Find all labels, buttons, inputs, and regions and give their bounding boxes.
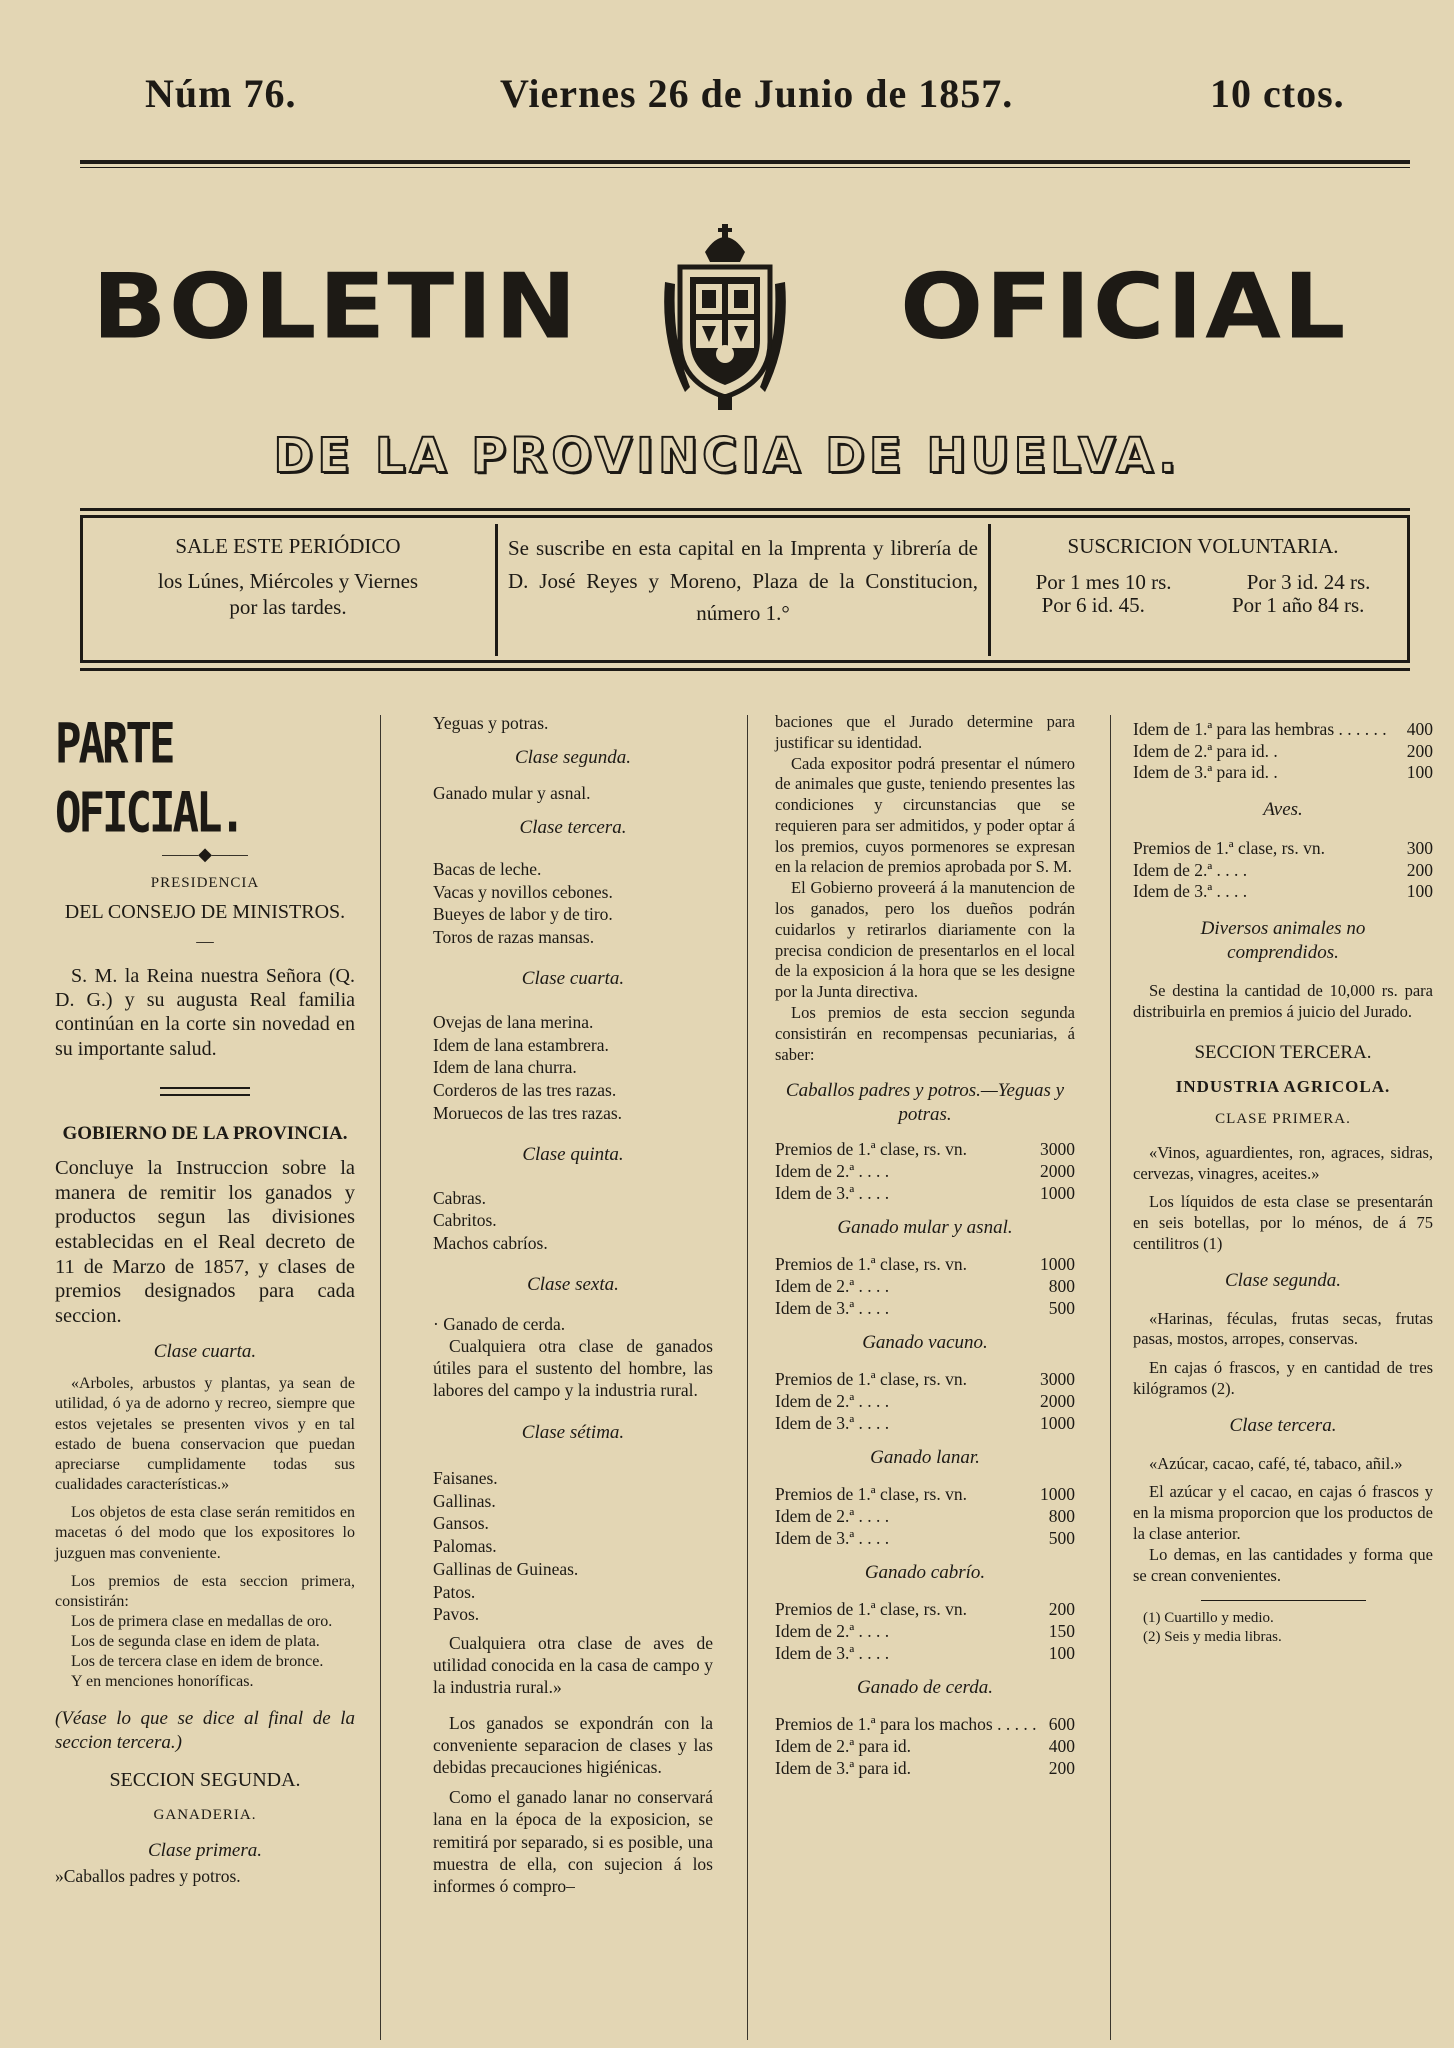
prize-amount: 500 (1048, 1527, 1075, 1548)
azucar-list-paragraph: «Azúcar, cacao, café, té, tabaco, añil.» (1149, 1453, 1403, 1473)
mular-prize-table (775, 1254, 1075, 1319)
prize-amount: 100 (1048, 1642, 1075, 1663)
list-item: Patos. (433, 1581, 476, 1602)
gobierno-heading: GOBIERNO DE LA PROVINCIA. (62, 1123, 348, 1145)
diversos-paragraph: Se destina la cantidad de 10,000 rs. para distribuirla en premios á juicio del Jurado. (1133, 980, 1433, 1021)
table-row (775, 1369, 1075, 1391)
cabrio-prize-table (775, 1599, 1075, 1664)
seccion-segunda-heading: SECCION SEGUNDA. (109, 1769, 301, 1792)
presidencia-heading: PRESIDENCIA (150, 874, 260, 891)
price-1-year: Por 1 año 84 rs. (1232, 593, 1365, 618)
caballos-line: »Caballos padres y potros. (55, 1865, 241, 1886)
yeguas-line: Yeguas y potras. (433, 713, 549, 733)
diversos-heading: Diversos animales no comprendidos. (1200, 918, 1366, 963)
footnote-rule (1201, 1600, 1366, 1601)
comprobaciones-paragraph: baciones que el Jurado determine para justificar su identidad. (775, 712, 1075, 752)
short-divider: — (196, 930, 214, 951)
column-separator (1110, 715, 1111, 2040)
demas-paragraph: Lo demas, en las cantidades y forma que se crean convenientes. (1133, 1544, 1433, 1585)
prize-label: Premios de 1.ª clase, rs. vn. (775, 1369, 967, 1390)
list-item: Corderos de las tres razas. (433, 1080, 617, 1101)
list-item: Idem de lana estambrera. (433, 1034, 609, 1055)
prize-amount: 150 (1048, 1620, 1075, 1641)
objetos-paragraph: Los objetos de esta clase serán remitidos en macetas ó del modo que los expositores lo juzguen mas conveniente. (55, 1504, 355, 1562)
info-separator (988, 524, 991, 656)
prize-amount: 200 (1048, 1599, 1075, 1620)
hembras-prize-table (1133, 719, 1433, 784)
clase-setima-list (433, 1467, 713, 1626)
list-item: Faisanes. (433, 1467, 498, 1488)
issue-price: 10 ctos. (1210, 71, 1345, 116)
list-item: Gansos. (433, 1513, 489, 1534)
prize-label: Idem de 2.ª . . . . (775, 1160, 890, 1181)
clase-quinta-list (433, 1187, 713, 1255)
prize-label: Idem de 2.ª . . . . (1133, 859, 1248, 880)
info-subscription-prices (998, 518, 1408, 660)
vinos-paragraph: «Vinos, aguardientes, ron, agraces, sidras, cervezas, vinagres, aceites.» (1133, 1142, 1433, 1183)
prize-amount: 600 (1048, 1714, 1075, 1735)
clase-primera-heading: Clase primera. (148, 1839, 262, 1861)
table-row (775, 1621, 1075, 1643)
info-publication (83, 518, 493, 660)
column-2 (433, 712, 713, 1905)
table-row (775, 1161, 1075, 1183)
footnote-2: (2) Seis y media libras. (1143, 1629, 1282, 1646)
prize-label: Idem de 1.ª para las hembras . . . . . . (1133, 719, 1387, 739)
list-item: Palomas. (433, 1536, 497, 1557)
table-row (775, 1139, 1075, 1161)
prize-label: Idem de 2.ª para id. (775, 1735, 912, 1756)
clase-segunda-heading: Clase segunda. (514, 747, 632, 769)
prize-label: Premios de 1.ª clase, rs. vn. (775, 1484, 967, 1505)
lanar-prize-table (775, 1484, 1075, 1549)
vease-note: (Véase lo que se dice al final de la seccion tercera.) (55, 1707, 355, 1753)
footnote-1: (1) Cuartillo y medio. (1143, 1610, 1274, 1627)
cerda-line: · Ganado de cerda. (433, 1313, 566, 1334)
prize-label: Idem de 3.ª . . . . (1133, 881, 1248, 902)
clase-tercera-list (433, 858, 713, 949)
prize-label: Idem de 3.ª para id. (775, 1757, 912, 1778)
prize-amount: 300 (1406, 838, 1433, 858)
table-row (775, 1528, 1075, 1550)
prize-amount: 1000 (1040, 1412, 1075, 1433)
table-row (775, 1758, 1075, 1780)
clase-cuarta-list (433, 1011, 713, 1125)
coat-of-arms-icon (660, 222, 790, 412)
table-row (775, 1643, 1075, 1665)
list-item: Ovejas de lana merina. (433, 1011, 594, 1032)
issue-date: Viernes 26 de Junio de 1857. (500, 71, 1014, 116)
list-item: Toros de razas mansas. (433, 927, 595, 948)
issue-number: Núm 76. (145, 71, 297, 116)
prize-amount: 1000 (1040, 1182, 1075, 1203)
prize-amount: 400 (1048, 1735, 1075, 1756)
prize-label: Idem de 2.ª . . . . (775, 1505, 890, 1526)
otra-clase-paragraph: Cualquiera otra clase de ganados útiles para el sustento del hombre, las labores del campo y la industria rural. (433, 1335, 713, 1400)
caballos-heading: Caballos padres y potros.—Yeguas y potras. (785, 1080, 1065, 1126)
table-row (1133, 762, 1433, 784)
list-item: Moruecos de las tres razas. (433, 1102, 623, 1123)
table-row (775, 1506, 1075, 1528)
prize-amount: 400 (1406, 719, 1433, 739)
table-row (775, 1276, 1075, 1298)
table-row (775, 1484, 1075, 1506)
column-4 (1133, 715, 1433, 1647)
price-row (998, 594, 1408, 617)
masthead-title-right: OFICIAL (900, 254, 1348, 360)
prize-amount: 3000 (1040, 1369, 1075, 1390)
prize-label: Idem de 3.ª para id. . (1133, 762, 1278, 783)
masthead-title-left: BOLETIN (92, 254, 579, 360)
prize-amount: 3000 (1040, 1139, 1075, 1160)
cabrio-heading: Ganado cabrío. (864, 1562, 986, 1584)
ganaderia-heading: GANADERIA. (153, 1806, 257, 1823)
info-publication-title: SALE ESTE PERIÓDICO (175, 534, 401, 558)
prize-label: Idem de 3.ª . . . . (775, 1527, 890, 1548)
table-row (775, 1391, 1075, 1413)
info-top-rule (80, 508, 1410, 511)
caballos-prize-table (775, 1139, 1075, 1204)
harinas-paragraph: «Harinas, féculas, frutas secas, frutas pasas, mostos, arropes, conservas. (1133, 1308, 1433, 1349)
column-separator (747, 715, 748, 2040)
list-item: Cabritos. (433, 1210, 497, 1231)
clase-tercera-heading: Clase tercera. (519, 817, 627, 839)
list-item: Pavos. (433, 1604, 480, 1625)
info-bottom-rule (80, 668, 1410, 671)
list-item: Cabras. (433, 1187, 486, 1208)
table-row (1133, 741, 1433, 763)
header-rule (80, 160, 1410, 164)
prize-amount: 2000 (1040, 1160, 1075, 1181)
cerda-prize-table (775, 1714, 1075, 1779)
clase-sexta-heading: Clase sexta. (527, 1273, 619, 1295)
prize-amount: 2000 (1040, 1390, 1075, 1411)
prize-amount: 100 (1406, 881, 1433, 902)
premios-paragraph: Los premios de esta seccion primera, consistirán: (55, 1572, 355, 1610)
info-publication-days: los Lúnes, Miércoles y Viernes por las tardes. (157, 569, 419, 619)
prize-amount: 800 (1048, 1505, 1075, 1526)
table-row (1133, 860, 1433, 882)
lanar-heading: Ganado lanar. (870, 1447, 980, 1469)
prize-label: Premios de 1.ª clase, rs. vn. (775, 1254, 967, 1275)
prize-label: Idem de 2.ª para id. . (1133, 740, 1278, 761)
industria-heading: INDUSTRIA AGRICOLA. (1175, 1077, 1391, 1097)
prize-label: Idem de 3.ª . . . . (775, 1642, 890, 1663)
prize-label: Premios de 1.ª clase, rs. vn. (775, 1139, 967, 1160)
clase-segunda-heading: Clase segunda. (1224, 1269, 1342, 1291)
masthead-subtitle: DE LA PROVINCIA DE HUELVA. (273, 428, 1181, 484)
aves-heading: Aves. (1263, 799, 1303, 821)
premio-segunda: Los de segunda clase en idem de plata. (71, 1633, 320, 1651)
list-item: Idem de lana churra. (433, 1057, 577, 1078)
section-divider (160, 1087, 250, 1096)
info-box (80, 515, 1410, 663)
table-row (775, 1599, 1075, 1621)
gobierno-paragraph: El Gobierno proveerá á la manutencion de los ganados, pero los dueños podrán cuidarlos y retirarlos diariamente con la precisa condicion de presentarlos en el local de la exposicion á la hora que se les designe por la Junta directiva. (775, 878, 1075, 1002)
aves-otra-paragraph: Cualquiera otra clase de aves de utilidad conocida en la casa de campo y la industria rural.» (433, 1633, 713, 1698)
cajas-paragraph: En cajas ó frascos, y en cantidad de tres kilógramos (2). (1133, 1358, 1433, 1398)
prize-label: Idem de 3.ª . . . . (775, 1297, 890, 1318)
header-rule-thin (80, 167, 1410, 168)
prize-amount: 200 (1406, 859, 1433, 880)
arboles-paragraph: «Arboles, arbustos y plantas, ya sean de utilidad, ó ya de adorno y recreo, siempre que estos vejetales se presenten vivos y en tal estado de buena conservacion que puedan apreciarse cumplidamente todas sus cualidades características.» (55, 1375, 355, 1494)
prize-amount: 800 (1048, 1275, 1075, 1296)
table-row (1133, 881, 1433, 903)
column-1 (55, 700, 355, 1887)
info-prices-title: SUSCRICION VOLUNTARIA. (1067, 534, 1339, 558)
clase-cuarta-heading: Clase cuarta. (521, 967, 625, 989)
table-row (775, 1714, 1075, 1736)
table-row (1133, 719, 1433, 741)
premios-segunda-paragraph: Los premios de esta seccion segunda consistirán en recompensas pecuniarias, á saber: (775, 1002, 1075, 1064)
premio-menciones: Y en menciones honoríficas. (71, 1673, 254, 1691)
list-item: Gallinas de Guineas. (433, 1558, 579, 1579)
prize-amount: 200 (1406, 740, 1433, 761)
table-row (775, 1298, 1075, 1320)
expositor-paragraph: Cada expositor podrá presentar el número de animales que guste, teniendo presentes las condiciones y circunstancias que se requieren para ser admitidos, y poder optar á los premios, cuyos pormenores se expresan en la relacion de premios aprobada por S. M. (775, 753, 1075, 877)
prize-amount: 100 (1406, 762, 1433, 783)
ganados-paragraph: Los ganados se expondrán con la conveniente separacion de clases y las debidas precauciones higiénicas. (433, 1713, 713, 1778)
clase-quinta-heading: Clase quinta. (522, 1143, 624, 1165)
mular-heading: Ganado mular y asnal. (837, 1217, 1013, 1239)
clase-tercera-heading: Clase tercera. (1229, 1414, 1337, 1436)
list-item: Bacas de leche. (433, 858, 542, 879)
prize-label: Idem de 3.ª . . . . (775, 1412, 890, 1433)
info-separator (495, 524, 498, 656)
liquidos-paragraph: Los líquidos de esta clase se presentarán en seis botellas, por lo ménos, de á 75 centilitros (1) (1133, 1192, 1433, 1253)
table-row (775, 1413, 1075, 1435)
table-row (775, 1254, 1075, 1276)
list-item: Machos cabríos. (433, 1233, 548, 1254)
column-3 (775, 712, 1075, 1789)
prize-label: Premios de 1.ª clase, rs. vn. (775, 1599, 967, 1620)
prize-label: Premios de 1.ª para los machos . . . . . (775, 1714, 1037, 1735)
ornament-divider: ——◆—— (162, 843, 248, 864)
price-1-month: Por 1 mes 10 rs. (1035, 570, 1172, 595)
prize-label: Idem de 2.ª . . . . (775, 1390, 890, 1411)
prize-amount: 1000 (1040, 1484, 1075, 1505)
premio-primera: Los de primera clase en medallas de oro. (71, 1612, 333, 1630)
vacuno-heading: Ganado vacuno. (862, 1332, 988, 1354)
list-item: Gallinas. (433, 1490, 496, 1511)
price-row (998, 571, 1408, 594)
info-subscription-place: Se suscribe en esta capital en la Imprenta y librería de D. José Reyes y Moreno, Plaza de la Constitucion, número 1.° (508, 536, 978, 626)
prize-label: Idem de 3.ª . . . . (775, 1182, 890, 1203)
parte-oficial-heading: PARTE OFICIAL. (55, 712, 243, 846)
reina-paragraph: S. M. la Reina nuestra Señora (Q. D. G.) y su augusta Real familia continúan en la corte sin novedad en su importante salud. (55, 964, 355, 1060)
vacuno-prize-table (775, 1369, 1075, 1434)
prize-label: Idem de 2.ª . . . . (775, 1620, 890, 1641)
premio-tercera: Los de tercera clase en idem de bronce. (71, 1653, 324, 1671)
prize-label: Idem de 2.ª . . . . (775, 1275, 890, 1296)
list-item: Bueyes de labor y de tiro. (433, 904, 613, 925)
seccion-tercera-heading: SECCION TERCERA. (1194, 1041, 1372, 1063)
prize-amount: 200 (1048, 1757, 1075, 1778)
table-row (775, 1736, 1075, 1758)
aves-prize-table (1133, 838, 1433, 903)
price-3-months: Por 3 id. 24 rs. (1246, 570, 1371, 595)
clase-cuarta-heading: Clase cuarta. (153, 1341, 257, 1363)
list-item: Vacas y novillos cebones. (433, 881, 613, 902)
consejo-heading: DEL CONSEJO DE MINISTROS. (64, 901, 346, 924)
table-row (1133, 838, 1433, 860)
prize-amount: 1000 (1040, 1254, 1075, 1275)
price-6-months: Por 6 id. 45. (1041, 593, 1145, 618)
concluye-paragraph: Concluye la Instruccion sobre la manera de remitir los ganados y productos segun las divisiones establecidas en el Real decreto de 11 de Marzo de 1857, y clases de premios designados para cada seccion. (55, 1157, 355, 1327)
table-row (775, 1183, 1075, 1205)
mular-line: Ganado mular y asnal. (433, 782, 591, 803)
prize-label: Premios de 1.ª clase, rs. vn. (1133, 838, 1325, 858)
clase-setima-heading: Clase sétima. (521, 1421, 625, 1443)
clase-primera-heading: CLASE PRIMERA. (1215, 1110, 1351, 1127)
cerda-heading: Ganado de cerda. (857, 1677, 993, 1699)
prize-amount: 500 (1048, 1297, 1075, 1318)
column-separator (380, 715, 381, 2040)
lanar-paragraph: Como el ganado lanar no conservará lana en la época de la exposicion, se remitirá por separado, si es posible, una muestra de ella, con sujecion á los informes ó compro– (433, 1787, 713, 1896)
azucar-cacao-paragraph: El azúcar y el cacao, en cajas ó frascos y en la misma proporcion que los productos de la clase anterior. (1133, 1482, 1433, 1543)
